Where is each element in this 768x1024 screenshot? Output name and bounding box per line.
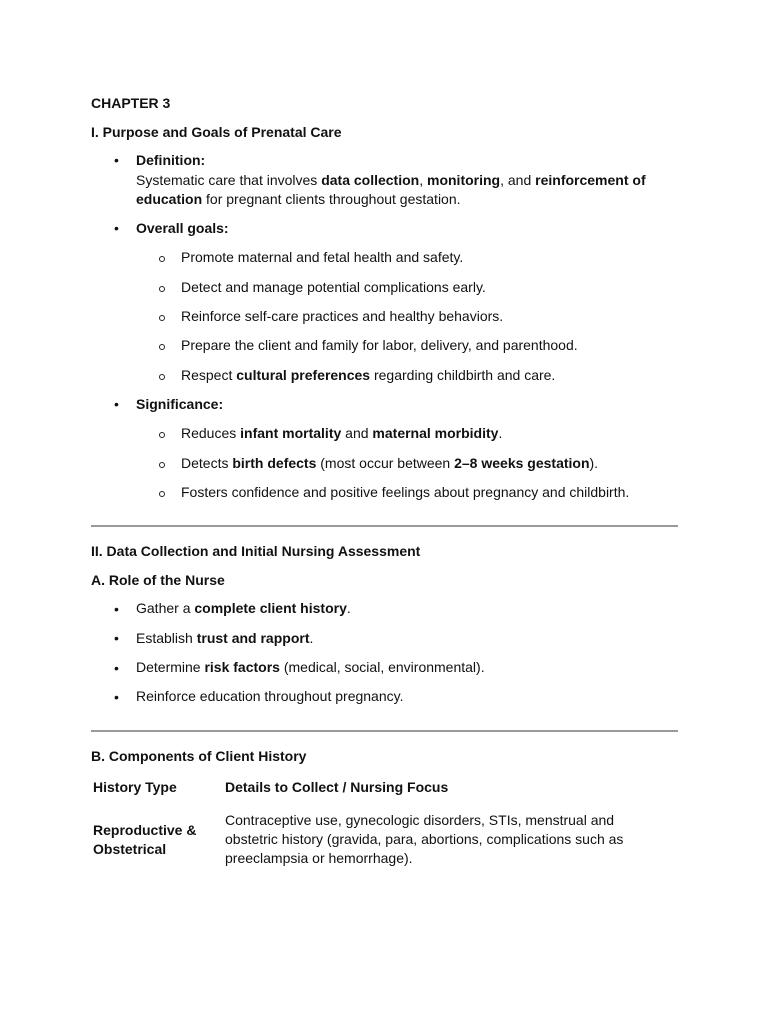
sub-bullet-circle [159,344,165,350]
definition-line-1: Systematic care that involves data collection, monitoring, and reinforcement of [136,172,646,188]
bullet-dot: • [114,630,119,646]
table-header-history-type: History Type [93,779,177,795]
chapter-heading: CHAPTER 3 [91,95,171,111]
section-divider [91,525,678,527]
goal-item-4: Prepare the client and family for labor, delivery, and parenthood. [181,337,578,353]
bullet-dot: • [114,396,119,412]
bullet-dot: • [114,660,119,676]
definition-label: Definition: [136,152,206,168]
sub-bullet-circle [159,256,165,262]
sub-bullet-circle [159,491,165,497]
significance-item-1: Reduces infant mortality and maternal morbidity. [181,425,503,441]
goal-item-3: Reinforce self-care practices and healthy behaviors. [181,308,504,324]
bullet-dot: • [114,220,119,236]
role-item-1: Gather a complete client history. [136,600,351,616]
subsection-a-title: A. Role of the Nurse [91,572,225,588]
role-item-2: Establish trust and rapport. [136,630,314,646]
section2-title: II. Data Collection and Initial Nursing Assessment [91,543,421,559]
sub-bullet-circle [159,315,165,321]
goals-label: Overall goals: [136,220,229,236]
sub-bullet-circle [159,286,165,292]
section1-title: I. Purpose and Goals of Prenatal Care [91,124,342,140]
goal-item-1: Promote maternal and fetal health and safety. [181,249,464,265]
bullet-dot: • [114,689,119,705]
table-cell-type-line-2: Obstetrical [93,841,167,857]
sub-bullet-circle [159,432,165,438]
bullet-dot: • [114,152,119,168]
section-divider [91,730,678,732]
significance-item-3: Fosters confidence and positive feelings about pregnancy and childbirth. [181,484,630,500]
role-item-4: Reinforce education throughout pregnancy. [136,688,404,704]
bullet-dot: • [114,601,119,617]
table-cell-details-line-1: Contraceptive use, gynecologic disorders, STIs, menstrual and [225,812,615,828]
role-item-3: Determine risk factors (medical, social, environmental). [136,659,485,675]
section3-title: B. Components of Client History [91,748,307,764]
table-cell-type-line-1: Reproductive & [93,822,197,838]
significance-label: Significance: [136,396,224,412]
sub-bullet-circle [159,374,165,380]
table-header-details: Details to Collect / Nursing Focus [225,779,449,795]
goal-item-2: Detect and manage potential complications early. [181,279,486,295]
table-cell-details-line-2: obstetric history (gravida, para, abortions, complications such as [225,831,624,847]
definition-line-2: education for pregnant clients throughout gestation. [136,191,461,207]
goal-item-5: Respect cultural preferences regarding childbirth and care. [181,367,556,383]
significance-item-2: Detects birth defects (most occur between 2–8 weeks gestation). [181,455,599,471]
sub-bullet-circle [159,462,165,468]
table-cell-details-line-3: preeclampsia or hemorrhage). [225,850,413,866]
